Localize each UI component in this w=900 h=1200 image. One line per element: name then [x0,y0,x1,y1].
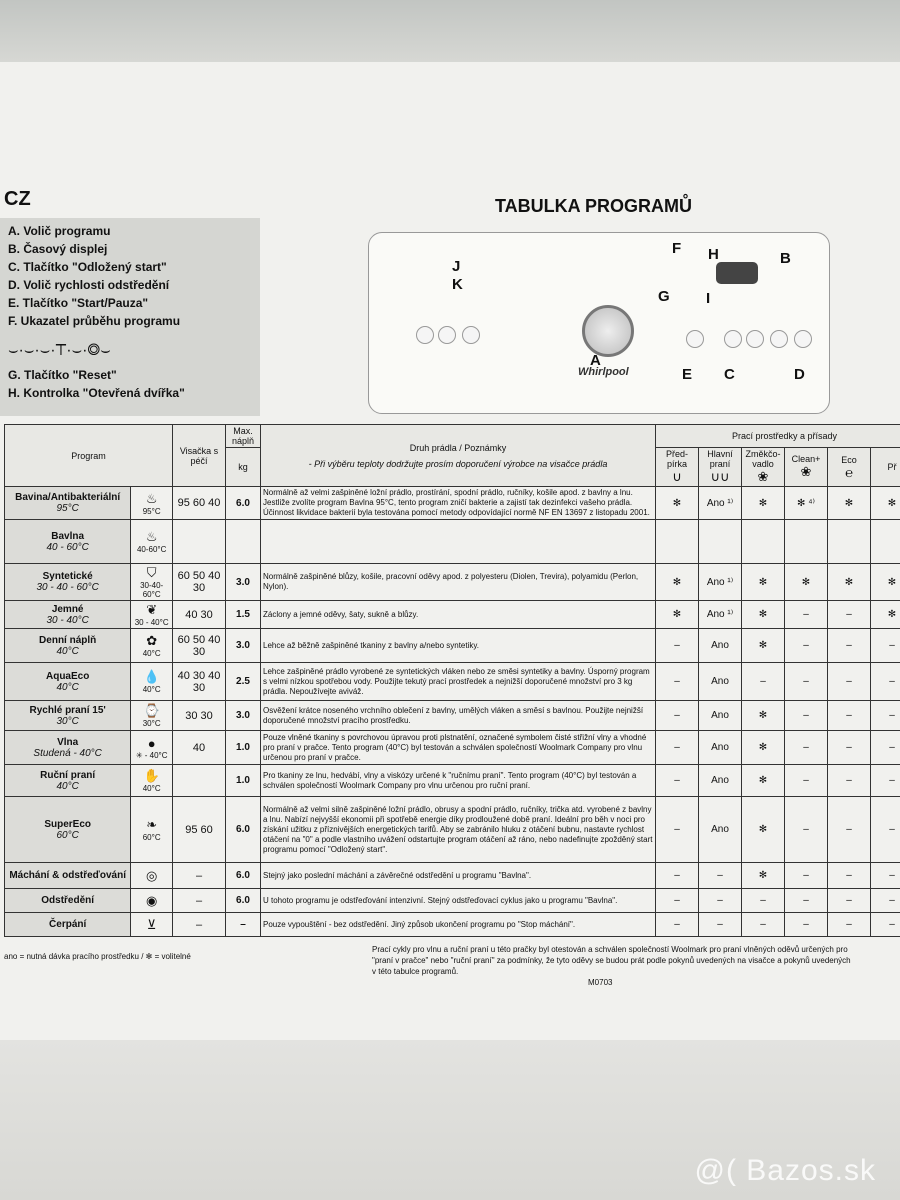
care-label-cell: 60 50 40 30 [173,564,226,601]
fabric-notes-cell [261,520,656,564]
header-detergent-label: Před-pírka [665,449,688,469]
detergent-value-cell: – [828,765,871,797]
header-detergent-label: Eco [841,454,857,465]
care-label-cell: 95 60 40 [173,487,226,520]
watermark: @( Bazos.sk [694,1154,876,1187]
panel-button-icon [686,330,704,348]
program-table [4,424,900,937]
detergent-value-cell: – [828,731,871,765]
max-load-cell: 6.0 [226,863,261,889]
care-label-cell: 95 60 [173,797,226,863]
program-icon: ⛉ [146,565,157,580]
header-detergent-label: Změkčo-vadlo [745,449,781,469]
program-icon: ❦ [146,602,158,617]
program-name: Máchání & odstřeďování [9,870,126,881]
max-load-cell: 1.0 [226,765,261,797]
detergent-value-cell: ✻ [871,564,900,601]
detergent-value-cell: ✻ [742,601,785,629]
fabric-notes-cell: Osvěžení krátce noseného vrchního oblečení z bavlny, umělých vláken a směsí s bavlnou. Použijte nejnižší doporučené množství pracího prostředku. [261,701,656,731]
program-name: Jemné [51,603,84,615]
detergent-value-cell: – [699,913,742,937]
header-detergent-col [785,448,828,487]
panel-callout-letter: F [672,240,682,257]
fabric-notes-cell: Normálně zašpiněné blůzy, košile, pracovní oděvy apod. z polyesteru (Diolen, Trevira), polyamidu (Perlon, Nylon). [261,564,656,601]
table-row [5,797,900,863]
detergent-value-cell: ✻ [828,487,871,520]
detergent-icon: ∪∪ [710,469,730,484]
program-name: Denní náplň [39,634,97,646]
max-load-cell: 3.0 [226,701,261,731]
detergent-value-cell: ✻ ⁴⁾ [785,487,828,520]
legend-item: H. Kontrolka "Otevřená dvířka" [8,386,185,400]
detergent-value-cell: – [871,889,900,913]
detergent-icon: ❀ [800,464,812,479]
program-name: Bavina/Antibakteriální [15,492,121,503]
detergent-value-cell: – [828,863,871,889]
table-row [5,601,900,629]
detergent-value-cell: ✻ [871,487,900,520]
detergent-value-cell: – [871,913,900,937]
program-name-cell [5,913,131,937]
program-name: Bavlna [51,530,85,542]
header-detergent-label: Hlavní praní [707,449,733,469]
program-icon: ● [147,735,156,751]
language-code: CZ [4,188,31,210]
fabric-notes-cell: U tohoto programu je odstřeďování intenzivní. Stejný odstřeďovací cyklus jako u programu "Bavlna". [261,889,656,913]
program-temp: 40 - 60°C [46,541,89,553]
program-temp: 30 - 40°C [46,614,89,626]
program-symbol-cell [131,889,173,913]
detergent-value-cell: ✻ [656,487,699,520]
program-name-cell [5,601,131,629]
detergent-value-cell: – [785,797,828,863]
table-row [5,913,900,937]
program-name-cell [5,797,131,863]
program-symbol-cell [131,765,173,797]
detergent-value-cell: – [785,863,828,889]
table-row [5,663,900,701]
time-display [716,262,758,284]
table-row [5,487,900,520]
detergent-value-cell [742,520,785,564]
detergent-value-cell: – [828,701,871,731]
detergent-icon: ❀ [757,469,769,484]
detergent-value-cell: – [785,601,828,629]
program-icon: 💧 [143,669,160,684]
detergent-value-cell: Ano [699,629,742,663]
max-load-cell: 6.0 [226,487,261,520]
detergent-value-cell: – [828,913,871,937]
program-icon: ✋ [143,768,160,783]
program-icon-temp: 30°C [142,719,161,728]
program-icon: ❧ [146,817,158,832]
panel-button-icon [438,326,456,344]
table-row [5,701,900,731]
program-temp: 30 - 40 - 60°C [36,582,99,593]
care-label-cell [173,520,226,564]
table-row [5,765,900,797]
fabric-notes-cell: Normálně až velmi zašpiněné ložní prádlo, prostírání, spodní prádlo, ručníky, košile apod. z bavlny a lnu. Jestliže zvolíte program Bavlna 95°C, tento program zničí bakterie a zajistí tak dezinfekci vašeho prádla. Účinnost likvidace bakterií byla testována pomocí metody odpovídající normě NF EN 13697 z listopadu 2001. [261,487,656,520]
max-load-cell: 1.0 [226,731,261,765]
panel-button-icon [770,330,788,348]
care-label-cell: 40 30 [173,601,226,629]
header-program: Program [5,425,173,487]
legend-item: E. Tlačítko "Start/Pauza" [8,296,149,310]
detergent-value-cell: – [871,663,900,701]
max-load-cell: 1.5 [226,601,261,629]
fabric-notes-cell: Lehce zašpiněné prádlo vyrobené ze syntetických vláken nebo ze směsi syntetiky a bavlny. Úsporný program s velmi nízkou spotřebou vody. Použijte tekutý prací prostředek a nejnižší doporučené množství pro 3 kg prádla. Nepoužívejte aviváž. [261,663,656,701]
program-dial [582,305,634,357]
program-temp: 30°C [56,715,79,727]
detergent-value-cell: ✻ [785,564,828,601]
detergent-icon: ∪ [672,469,682,484]
detergent-value-cell: ✻ [656,564,699,601]
program-symbol-cell [131,487,173,520]
detergent-value-cell: – [742,889,785,913]
program-icon: ◉ [145,892,158,908]
program-symbol-cell [131,520,173,564]
detergent-value-cell [656,520,699,564]
fabric-notes-cell: Záclony a jemné oděvy, šaty, sukně a blůzy. [261,601,656,629]
program-symbol-cell [131,564,173,601]
legend-item: D. Volič rychlosti odstředění [8,278,170,292]
program-name-cell [5,731,131,765]
program-symbol-cell [131,701,173,731]
panel-button-icon [416,326,434,344]
panel-callout-letter: D [794,366,805,383]
brand-logo: Whirlpool [578,366,629,378]
program-name-cell [5,701,131,731]
program-icon-temp: 40°C [142,649,161,658]
max-load-cell: – [226,913,261,937]
control-legend [0,218,260,416]
header-care-label: Visačka s péčí [173,425,226,487]
detergent-value-cell: – [656,731,699,765]
program-name-cell [5,629,131,663]
footer-legend: ano = nutná dávka pracího prostředku / ✻ = volitelné [4,952,191,961]
page-title: TABULKA PROGRAMŮ [495,196,692,216]
program-name: AquaEco [45,670,90,682]
program-temp: 40°C [56,681,79,693]
max-load-cell: 3.0 [226,564,261,601]
detergent-value-cell: Ano [699,797,742,863]
program-name: Odstředění [41,895,95,906]
detergent-value-cell: Ano [699,701,742,731]
detergent-value-cell: – [871,701,900,731]
max-load-cell: 6.0 [226,797,261,863]
detergent-value-cell: – [871,629,900,663]
program-temp: 40°C [56,645,79,657]
program-icon-temp: 40-60°C [136,545,167,554]
care-label-cell: – [173,913,226,937]
program-name-cell [5,663,131,701]
program-icon: ⌚ [143,703,160,718]
care-label-cell: 40 [173,731,226,765]
header-detergent-col [656,448,699,487]
program-name-cell [5,889,131,913]
program-icon: ⊻ [146,916,157,932]
program-icon-temp: 30 - 40°C [134,618,169,627]
panel-callout-letter: B [780,250,791,267]
program-icon: ♨ [145,529,158,544]
detergent-value-cell [785,520,828,564]
program-name: Rychlé praní 15' [29,704,106,716]
program-icon: ◎ [145,867,158,883]
detergent-value-cell: – [656,863,699,889]
max-load-cell: 3.0 [226,629,261,663]
header-detergents: Prací prostředky a přísady [656,425,900,448]
detergent-value-cell: – [871,731,900,765]
detergent-value-cell: – [656,663,699,701]
panel-callout-letter: G [658,288,670,305]
fabric-notes-cell: Normálně až velmi silně zašpiněné ložní prádlo, obrusy a spodní prádlo, ručníky, trička atd. vyrobené z bavlny a lnu. Nabízí nejvyšší ekonomii při spotřebě energie díky prodloužené době praní. Ideální pro běh v noci pro získání užitku z příznivějších energetických tarifů. Aby se zabránilo hluku z otáčení bubnu, nastavte rychlost otáčení na "0" a podle vlastního uvážení odstartujte program otáčení až ráno, nebo nadefinujte zpožděný start programu pomocí "Odložený start". [261,797,656,863]
detergent-value-cell: – [656,701,699,731]
table-row [5,863,900,889]
program-symbol-cell [131,629,173,663]
detergent-value-cell: – [871,863,900,889]
program-symbol-cell [131,913,173,937]
panel-callout-letter: A [590,352,601,369]
legend-item: C. Tlačítko "Odložený start" [8,260,167,274]
detergent-value-cell: ✻ [742,797,785,863]
table-row [5,564,900,601]
detergent-value-cell: Ano [699,765,742,797]
care-label-cell: 40 30 40 30 [173,663,226,701]
detergent-value-cell: – [828,663,871,701]
program-temp: Studená - 40°C [33,747,102,759]
care-label-cell [173,765,226,797]
fabric-notes-cell: Pouze vlněné tkaniny s povrchovou úpravou proti plstnatění, označené symbolem čisté střižní vlny a vhodné pro praní v pračce. Tento program (40°C) byl testován a schválen společností Woolmark Company pro vlnu určenou pro praní v pračce. [261,731,656,765]
detergent-value-cell [871,520,900,564]
detergent-value-cell: – [785,731,828,765]
detergent-value-cell: – [699,863,742,889]
header-max-load: Max. náplň [226,425,261,448]
header-kg: kg [226,448,261,487]
program-icon-temp: 40°C [142,784,161,793]
detergent-value-cell: – [656,797,699,863]
table-row [5,629,900,663]
detergent-icon: ℮ [845,464,853,480]
detergent-value-cell: ✻ [871,601,900,629]
program-name-cell [5,487,131,520]
detergent-value-cell: – [828,601,871,629]
progress-sequence-icons: ⌣·⌣·⌣·⊤·⌣·◎⌣ [8,342,111,359]
detergent-value-cell: – [742,913,785,937]
detergent-value-cell: Ano ¹⁾ [699,601,742,629]
detergent-value-cell: Ano [699,731,742,765]
legend-item: F. Ukazatel průběhu programu [8,314,181,328]
program-name: Syntetické [42,571,93,582]
detergent-value-cell: – [656,889,699,913]
detergent-value-cell: – [828,629,871,663]
program-temp: 40°C [56,780,79,792]
program-icon: ✿ [146,633,158,648]
program-name: SuperEco [44,818,91,830]
detergent-value-cell: Ano [699,663,742,701]
care-label-cell: – [173,889,226,913]
detergent-value-cell: Ano ¹⁾ [699,487,742,520]
footer-code: M0703 [588,978,613,987]
detergent-value-cell: – [742,663,785,701]
detergent-value-cell: ✻ [742,629,785,663]
detergent-value-cell: – [785,629,828,663]
detergent-value-cell: – [828,797,871,863]
header-fabric-sub: - Při výběru teploty dodržujte prosím doporučení výrobce na visačce prádla [308,458,608,469]
program-symbol-cell [131,601,173,629]
table-row [5,731,900,765]
header-fabric-notes [261,425,656,487]
panel-callout-letter: I [706,290,711,307]
detergent-value-cell: ✻ [656,601,699,629]
detergent-value-cell: – [699,889,742,913]
legend-item: A. Volič programu [8,224,111,238]
panel-callout-letter: E [682,366,693,383]
header-detergent-col [699,448,742,487]
table-row [5,520,900,564]
detergent-value-cell: ✻ [742,564,785,601]
program-icon-temp: 30-40-60°C [140,581,164,599]
program-icon-temp: 40°C [142,685,161,694]
max-load-cell: 6.0 [226,889,261,913]
program-symbol-cell [131,797,173,863]
fabric-notes-cell: Pouze vypouštění - bez odstředění. Jiný způsob ukončení programu po "Stop máchání". [261,913,656,937]
detergent-value-cell: ✻ [828,564,871,601]
detergent-value-cell: – [871,797,900,863]
detergent-value-cell: – [785,765,828,797]
program-icon-temp: 95°C [142,506,161,516]
panel-button-icon [724,330,742,348]
panel-button-icon [746,330,764,348]
detergent-value-cell: – [656,913,699,937]
detergent-value-cell: – [871,765,900,797]
header-fabric-title: Druh prádla / Poznámky [409,442,507,453]
program-temp: 60°C [56,829,79,841]
program-name: Ruční praní [40,769,96,781]
detergent-value-cell: Ano ¹⁾ [699,564,742,601]
program-icon-temp: 60°C [142,833,161,842]
detergent-value-cell: – [785,663,828,701]
care-label-cell: 60 50 40 30 [173,629,226,663]
care-label-cell: – [173,863,226,889]
program-icon: ♨ [145,490,158,506]
detergent-value-cell: ✻ [742,863,785,889]
detergent-value-cell [699,520,742,564]
header-detergent-col [871,448,900,487]
detergent-value-cell: – [656,629,699,663]
program-name-cell [5,765,131,797]
legend-item: G. Tlačítko "Reset" [8,368,117,382]
panel-callout-letter: C [724,366,735,383]
program-symbol-cell [131,863,173,889]
legend-item: B. Časový displej [8,242,108,256]
max-load-cell [226,520,261,564]
detergent-value-cell: – [828,889,871,913]
detergent-value-cell: – [785,889,828,913]
detergent-value-cell: – [785,913,828,937]
header-detergent-label: Clean+ [791,454,821,464]
footer-woolmark-note: Prací cykly pro vlnu a ruční praní u této pračky byl otestován a schválen společností Woolmark pro praní vlněných oděvů určených pro "praní v pračce" nebo "ruční praní" za podmínky, že tyto oděvy se budou prát podle pokynů uvedených na visačce a pokynů uvedených v této tabulce programů. [372,945,851,976]
fabric-notes-cell: Lehce až běžně zašpiněné tkaniny z bavlny a/nebo syntetiky. [261,629,656,663]
panel-callout-letter: H [708,246,719,263]
detergent-value-cell: ✻ [742,765,785,797]
fabric-notes-cell: Pro tkaniny ze lnu, hedvábí, vlny a viskózy určené k "ručnímu praní". Tento program (40°C) byl testován a schválen společností Woolmark Company pro vlnu určenou pro ruční praní. [261,765,656,797]
program-temp: 95°C [56,503,79,514]
panel-button-icon [462,326,480,344]
detergent-value-cell: ✻ [742,701,785,731]
table-row [5,889,900,913]
detergent-value-cell: – [785,701,828,731]
panel-button-icon [794,330,812,348]
program-symbol-cell [131,663,173,701]
background-top [0,0,900,70]
program-symbol-cell [131,731,173,765]
panel-callout-letter: J [452,258,461,275]
program-icon-temp: ✳ - 40°C [135,750,168,760]
program-name-cell [5,520,131,564]
program-name: Čerpání [49,919,87,930]
fabric-notes-cell: Stejný jako poslední máchání a závěrečné odstředění u programu "Bavlna". [261,863,656,889]
detergent-value-cell [828,520,871,564]
max-load-cell: 2.5 [226,663,261,701]
program-name: Vlna [57,736,79,748]
panel-callout-letter: K [452,276,463,293]
detergent-value-cell: ✻ [742,487,785,520]
header-detergent-col [828,448,871,487]
header-detergent-label: Př [887,462,897,472]
program-name-cell [5,863,131,889]
detergent-value-cell: – [656,765,699,797]
header-detergent-col [742,448,785,487]
detergent-value-cell: ✻ [742,731,785,765]
program-name-cell [5,564,131,601]
care-label-cell: 30 30 [173,701,226,731]
